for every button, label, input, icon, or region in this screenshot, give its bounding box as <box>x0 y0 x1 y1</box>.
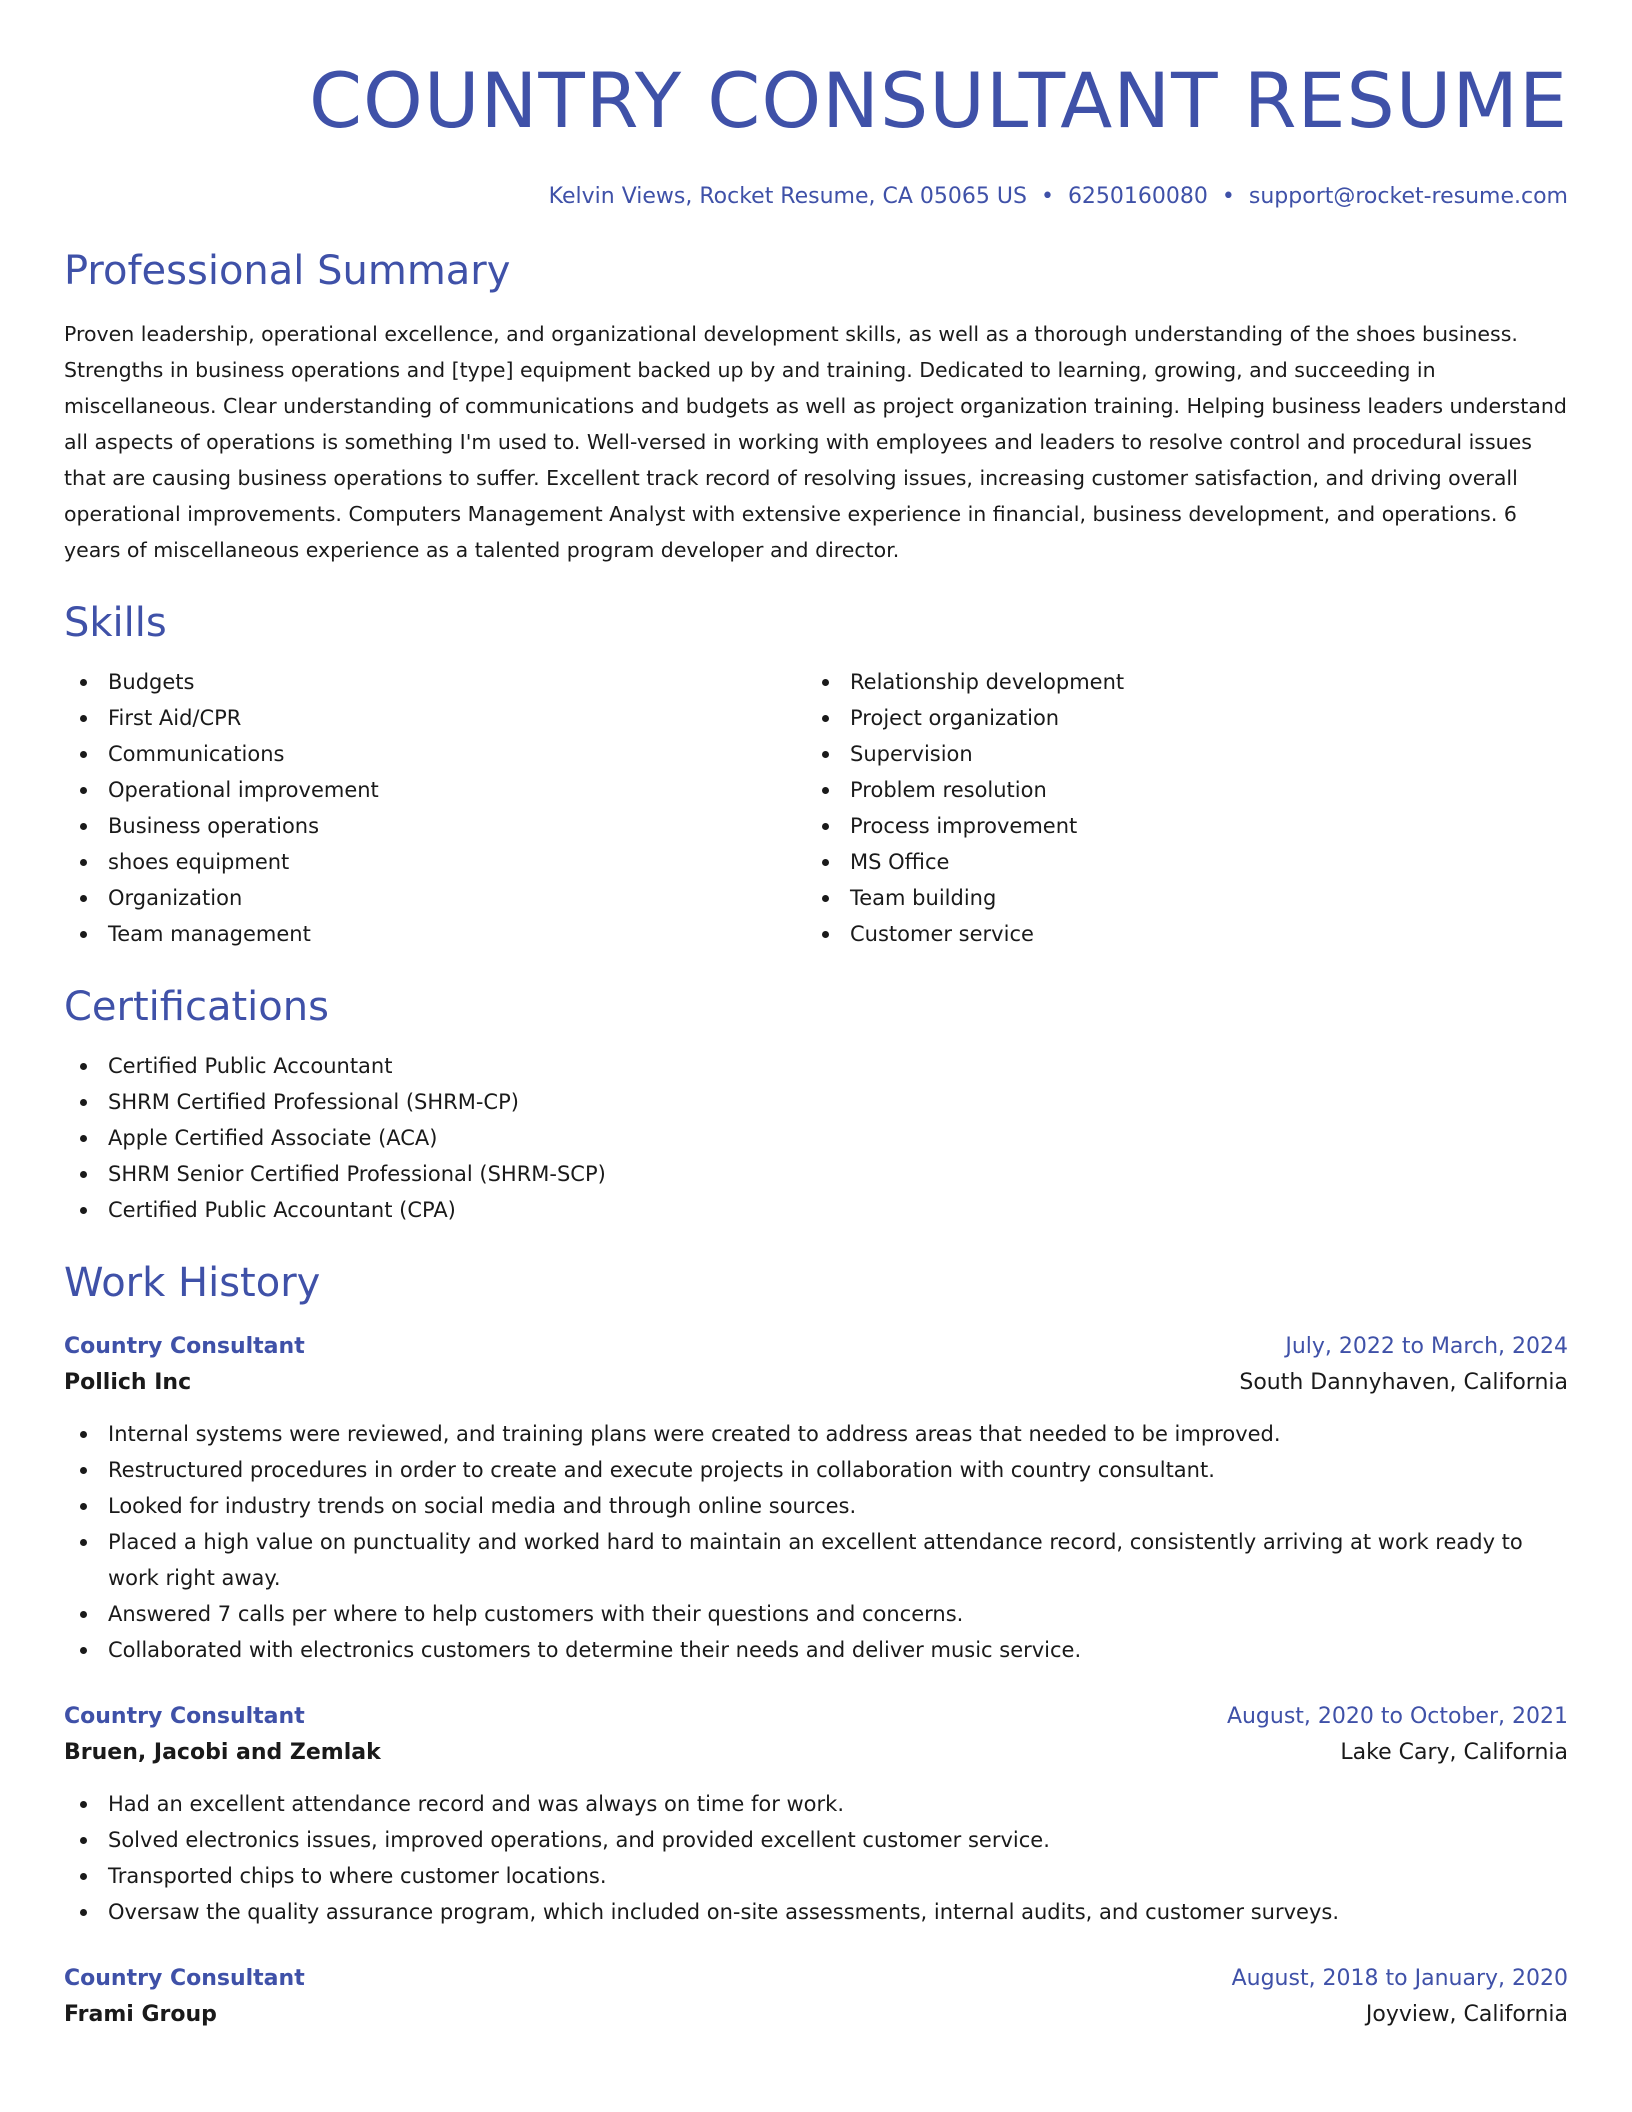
certifications-section <box>64 982 1568 1228</box>
job-duty-item: Answered 7 calls per where to help customers with their questions and concerns. <box>64 1596 1568 1632</box>
job-dates: August, 2020 to October, 2021 <box>1226 1704 1568 1729</box>
skills-list-left <box>64 664 806 952</box>
skills-heading: Skills <box>64 600 167 646</box>
skill-item: Problem resolution <box>806 772 1548 808</box>
skill-item: Operational improvement <box>64 772 806 808</box>
certifications-list <box>64 1048 1568 1228</box>
job-title: Country Consultant <box>64 1334 305 1359</box>
summary-section <box>64 246 1568 568</box>
job-duty-item: Internal systems were reviewed, and training plans were created to address areas that needed to be improved. <box>64 1416 1568 1452</box>
skill-item: Process improvement <box>806 808 1548 844</box>
skills-grid <box>64 664 1568 952</box>
skill-item: Budgets <box>64 664 806 700</box>
job-duty-item: Solved electronics issues, improved operations, and provided excellent customer service. <box>64 1822 1568 1858</box>
resume-title: COUNTRY CONSULTANT RESUME <box>308 56 1568 145</box>
job-duty-item: Oversaw the quality assurance program, which included on-site assessments, internal audits, and customer surveys. <box>64 1894 1568 1930</box>
skill-item: First Aid/CPR <box>64 700 806 736</box>
contact-phone: 6250160080 <box>1067 184 1208 209</box>
job-company-row <box>64 1364 1568 1402</box>
job-list <box>64 1330 1568 2034</box>
job-duty-item: Collaborated with electronics customers to determine their needs and deliver music service. <box>64 1632 1568 1668</box>
skill-item: MS Office <box>806 844 1548 880</box>
summary-text: Proven leadership, operational excellence, and organizational development skills, as well as a thorough understanding of the shoes business. Strengths in business operations and [type] equipment backed up by and training. Dedicated to learning, growing, and succeeding in miscellaneous. Clear understanding of communications and budgets as well as project organization training. Helping business leaders understand all aspects of operations is something I'm used to. Well-versed in working with employees and leaders to resolve control and procedural issues that are causing business operations to suffer. Excellent track record of resolving issues, increasing customer satisfaction, and driving overall operational improvements. Computers Management Analyst with extensive experience in financial, business development, and operations. 6 years of miscellaneous experience as a talented program developer and director. <box>64 322 1567 562</box>
job-header-row <box>64 1330 1568 1364</box>
skills-list-right <box>806 664 1548 952</box>
work-history-heading: Work History <box>64 1260 321 1306</box>
certification-item: Certified Public Accountant (CPA) <box>64 1192 1568 1228</box>
contact-separator: • <box>1040 184 1054 209</box>
job-location: Lake Cary, California <box>1340 1740 1568 1765</box>
certification-item: Certified Public Accountant <box>64 1048 1568 1084</box>
job-company: Frami Group <box>64 2002 217 2027</box>
skill-item: Team management <box>64 916 806 952</box>
certification-item: SHRM Certified Professional (SHRM-CP) <box>64 1084 1568 1120</box>
job-duty-item: Had an excellent attendance record and was always on time for work. <box>64 1786 1568 1822</box>
job-duties-list <box>64 1416 1568 1668</box>
job-entry <box>64 1700 1568 1930</box>
certifications-heading: Certifications <box>64 984 329 1030</box>
job-company: Bruen, Jacobi and Zemlak <box>64 1740 381 1765</box>
skill-item: Project organization <box>806 700 1548 736</box>
job-header-row <box>64 1962 1568 1996</box>
job-header-row <box>64 1700 1568 1734</box>
contact-email: support@rocket-resume.com <box>1248 184 1568 209</box>
skill-item: Team building <box>806 880 1548 916</box>
skill-item: shoes equipment <box>64 844 806 880</box>
job-duties-list <box>64 1786 1568 1930</box>
skill-item: Communications <box>64 736 806 772</box>
job-company-row <box>64 1734 1568 1772</box>
skills-section <box>64 598 1568 952</box>
job-company-row <box>64 1996 1568 2034</box>
skill-item: Organization <box>64 880 806 916</box>
job-duty-item: Looked for industry trends on social media and through online sources. <box>64 1488 1568 1524</box>
job-company: Pollich Inc <box>64 1370 192 1395</box>
job-entry <box>64 1962 1568 2034</box>
contact-address: Kelvin Views, Rocket Resume, CA 05065 US <box>548 184 1027 209</box>
contact-separator: • <box>1221 184 1235 209</box>
certification-item: Apple Certified Associate (ACA) <box>64 1120 1568 1156</box>
job-dates: July, 2022 to March, 2024 <box>1285 1334 1568 1359</box>
job-location: Joyview, California <box>1365 2002 1568 2027</box>
certification-item: SHRM Senior Certified Professional (SHRM-SCP) <box>64 1156 1568 1192</box>
skill-item: Supervision <box>806 736 1548 772</box>
summary-heading: Professional Summary <box>64 248 511 294</box>
job-duty-item: Transported chips to where customer locations. <box>64 1858 1568 1894</box>
skill-item: Relationship development <box>806 664 1548 700</box>
job-duty-item: Placed a high value on punctuality and worked hard to maintain an excellent attendance record, consistently arriving at work ready to work right away. <box>64 1524 1568 1596</box>
job-duty-item: Restructured procedures in order to create and execute projects in collaboration with country consultant. <box>64 1452 1568 1488</box>
skill-item: Business operations <box>64 808 806 844</box>
work-history-section <box>64 1258 1568 2034</box>
job-title: Country Consultant <box>64 1704 305 1729</box>
job-dates: August, 2018 to January, 2020 <box>1231 1966 1568 1991</box>
job-title: Country Consultant <box>64 1966 305 1991</box>
skill-item: Customer service <box>806 916 1548 952</box>
job-location: South Dannyhaven, California <box>1239 1370 1568 1395</box>
job-entry <box>64 1330 1568 1668</box>
contact-line <box>64 182 1568 212</box>
